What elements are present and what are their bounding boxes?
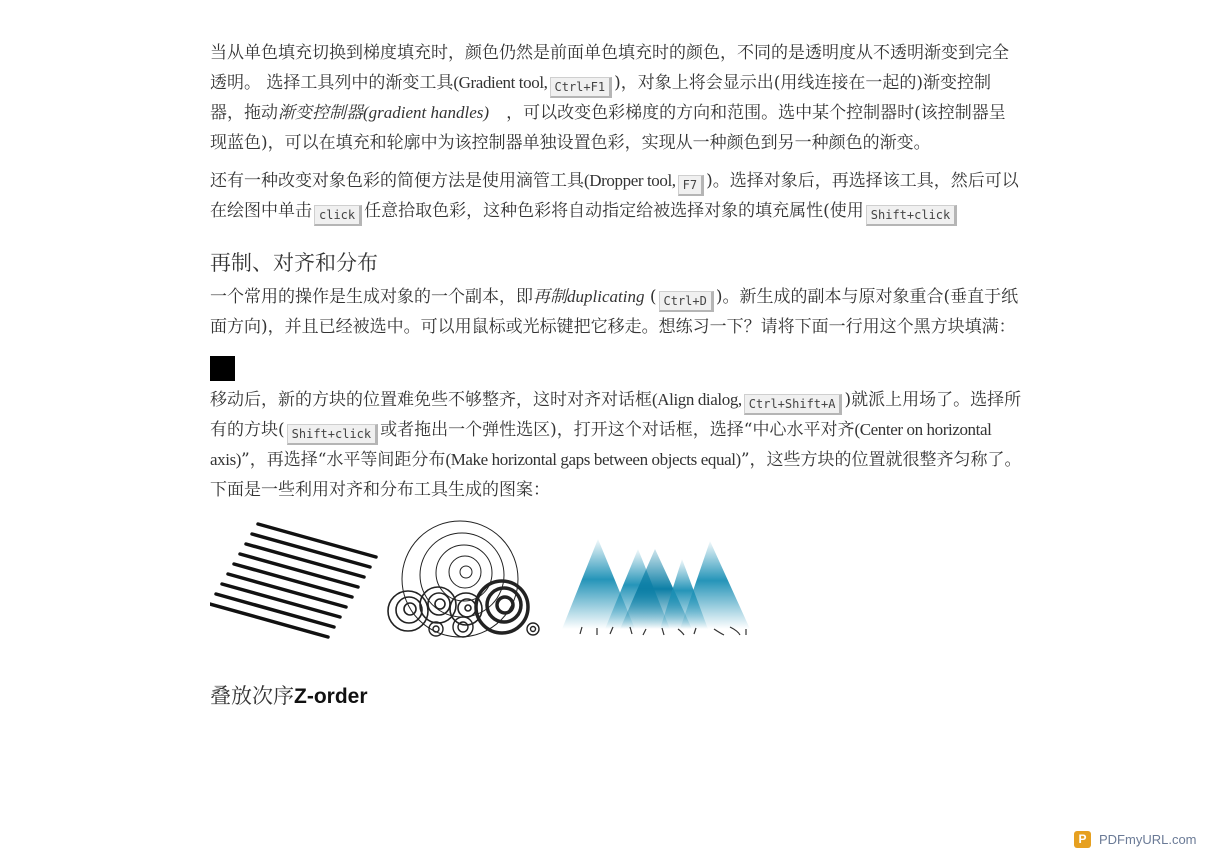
text: 移动后，新的方块的位置难免些不够整齐，这时对齐对话框 (210, 390, 652, 410)
document-body (210, 38, 1022, 716)
text: ”，这些方块的位置就很整齐匀称了。下面是一些利用对齐和分布工具生成的图案： (210, 450, 1022, 500)
text: ”，再选择“水平等间距分布 (241, 450, 446, 470)
pdfmyurl-logo[interactable] (1074, 829, 1197, 849)
emphasis: 再制 (533, 287, 567, 306)
diagonal-lines (210, 524, 376, 637)
black-square (210, 356, 235, 381)
heading-text: 叠放次序 (210, 684, 294, 708)
text: 一个常用的操作是生成对象的一个副本，即 (210, 287, 533, 307)
shortcut-key: Shift+click (866, 205, 957, 226)
text: ，可以改变色彩梯度的方向和范围。选中某个控制器时(该控制器呈现蓝色)，可以在填充和轮廓中为该控制器单独设置色彩，实现从一种颜色到另一种颜色的渐变。 (210, 103, 1006, 153)
text: (Center on horizontal axis) (210, 420, 992, 469)
paragraph-align (210, 385, 1022, 505)
shortcut-key: click (314, 205, 362, 226)
shortcut-key: Ctrl+F1 (550, 77, 613, 98)
text: )。选择对象后，再选择该工具，然后可以在绘图中单击 (210, 171, 1019, 221)
text: )，对象上将会显示出(用线连接在一起的)渐变控制器，拖动 (210, 73, 991, 123)
text: 当从单色填充切换到梯度填充时，颜色仍然是前面单色填充时的颜色，不同的是透明度从不透明渐变到完全透明。 选择工具列中的渐变工具 (210, 43, 1009, 93)
emphasis: duplicating (567, 287, 645, 306)
text: )就派上用场了。选择所有的方块( (210, 390, 1022, 440)
pdfmyurl-icon: P (1074, 831, 1091, 848)
text: (Align dialog, (652, 390, 742, 409)
paragraph-dropper (210, 166, 1022, 226)
text: ( (644, 287, 657, 307)
shortcut-key: Shift+click (287, 424, 378, 445)
alignment-examples-figure (210, 519, 1022, 659)
shortcut-key: Ctrl+Shift+A (744, 394, 843, 415)
text: (Make horizontal gaps between objects equal) (445, 450, 741, 469)
text: 任意拾取色彩，这种色彩将自动指定给被选择对象的填充属性(使用 (364, 201, 864, 221)
emphasis: (gradient handles) (363, 103, 490, 122)
paragraph-duplicating (210, 282, 1022, 342)
emphasis: 渐变控制器 (278, 103, 363, 122)
shortcut-key: F7 (678, 175, 704, 196)
z-order-heading (210, 681, 1022, 712)
alignment-examples-illustration (210, 519, 770, 659)
section-heading: 再制、对齐和分布 (210, 251, 378, 275)
text: 或者拖出一个弹性选区)，打开这个对话框，选择“中心水平对齐 (380, 420, 855, 440)
text: )。新生成的副本与原对象重合(垂直于纸面方向)，并且已经被选中。可以用鼠标或光标键把它移走。想练习一下？请将下面一行用这个黑方块填满： (210, 287, 1019, 337)
heading-text: Z-order (294, 685, 368, 708)
gradient-mountains (562, 539, 750, 629)
paragraph-gradient (210, 38, 1022, 158)
text: (Gradient tool, (453, 73, 548, 92)
spiral-shapes (388, 521, 539, 637)
text: 还有一种改变对象色彩的简便方法是使用滴管工具 (210, 171, 584, 191)
text: (Dropper tool, (584, 171, 676, 190)
shortcut-key: Ctrl+D (659, 291, 714, 312)
pdfmyurl-text: PDFmyURL.com (1099, 831, 1197, 847)
